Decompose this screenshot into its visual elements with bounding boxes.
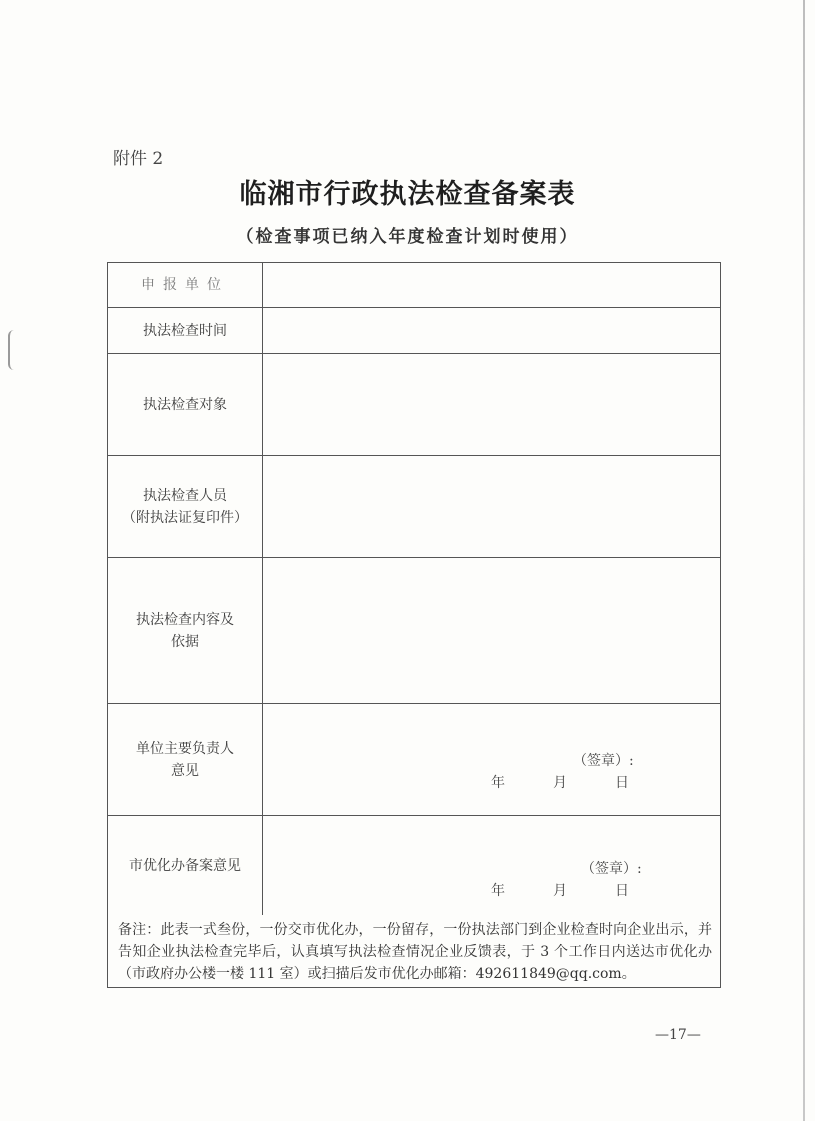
row-label-line2: 依据 bbox=[171, 633, 199, 650]
row-label: 市优化办备案意见 bbox=[108, 816, 263, 915]
scan-mark bbox=[8, 330, 16, 370]
filing-form bbox=[107, 262, 721, 988]
row-label bbox=[108, 704, 263, 815]
form-row-optimization-office-opinion bbox=[107, 815, 721, 915]
inspectors-field[interactable] bbox=[263, 456, 720, 557]
page-title: 临湘市行政执法检查备案表 bbox=[239, 179, 576, 210]
form-note: 备注：此表一式叁份，一份交市优化办，一份留存，一份执法部门到企业检查时向企业出示，并告知企业执法检查完毕后，认真填写执法检查情况企业反馈表，于 3 个工作日内送达市优化办（市政府办公楼一楼 111 室）或扫描后发市优化办邮箱：492611849@qq.com。 bbox=[107, 915, 721, 988]
row-label-line1: 执法检查内容及 bbox=[136, 611, 234, 628]
row-label bbox=[108, 456, 263, 557]
row-label-line2: 意见 bbox=[171, 762, 199, 779]
page-subtitle: （检查事项已纳入年度检查计划时使用） bbox=[236, 227, 579, 247]
attachment-label: 附件 2 bbox=[113, 149, 164, 169]
form-row-content-basis bbox=[107, 557, 721, 703]
unit-head-opinion-field[interactable] bbox=[263, 704, 720, 815]
page-number: —17— bbox=[655, 1027, 701, 1043]
form-row-reporting-unit bbox=[107, 262, 721, 307]
row-label bbox=[108, 558, 263, 703]
scan-edge bbox=[803, 0, 805, 1121]
seal-label: （签章）: bbox=[581, 861, 642, 877]
date-year: 年 bbox=[491, 775, 505, 791]
content-basis-field[interactable] bbox=[263, 558, 720, 703]
seal-label: （签章）: bbox=[573, 753, 634, 769]
inspection-target-field[interactable] bbox=[263, 354, 720, 455]
row-label: 申报单位 bbox=[108, 263, 263, 307]
form-row-inspectors bbox=[107, 455, 721, 557]
date-month: 月 bbox=[553, 883, 567, 899]
row-label-line1: 单位主要负责人 bbox=[136, 740, 234, 757]
row-label-line1: 执法检查人员 bbox=[143, 487, 227, 504]
date-month: 月 bbox=[553, 775, 567, 791]
row-label-line2: （附执法证复印件） bbox=[122, 509, 248, 526]
reporting-unit-field[interactable] bbox=[263, 263, 720, 307]
optimization-office-opinion-field[interactable] bbox=[263, 816, 720, 915]
inspection-time-field[interactable] bbox=[263, 308, 720, 353]
form-row-unit-head-opinion bbox=[107, 703, 721, 815]
row-label: 执法检查对象 bbox=[108, 354, 263, 455]
row-label: 执法检查时间 bbox=[108, 308, 263, 353]
form-row-inspection-time bbox=[107, 307, 721, 353]
date-day: 日 bbox=[615, 883, 629, 899]
form-row-inspection-target bbox=[107, 353, 721, 455]
date-year: 年 bbox=[491, 883, 505, 899]
date-day: 日 bbox=[615, 775, 629, 791]
